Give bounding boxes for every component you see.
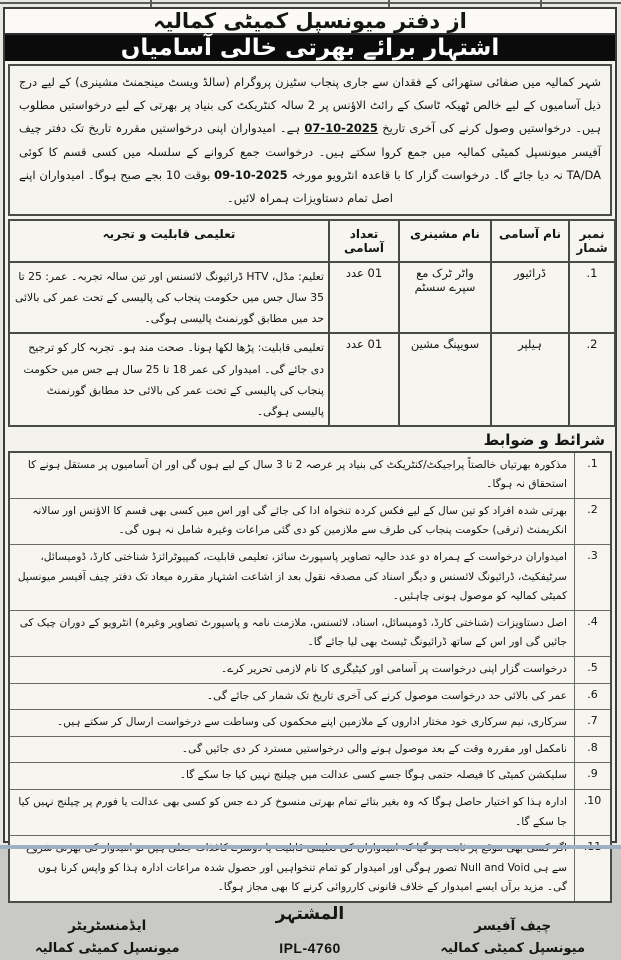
intro-text-2: ہے۔ امیدواران اپنی درخواستیں مقررہ تاریخ تک دفتر چیف آفیسر میونسپل کمیٹی کمالیہ میں جمع کروا سکتے ہیں۔ درخواست جمع کروانے کے سلسلہ میں کسی قسم کا کوئی TA/DA نہ دیا جائے گا۔ درخواست گزار کا با قاعدہ انٹرویو مورخہ: [19, 121, 601, 182]
post-count: 01 عدد: [329, 333, 399, 425]
term-text: درخواست گزار اپنی درخواست پر آسامی اور کیٹیگری کا نام لازمی تحریر کرے۔: [221, 662, 567, 675]
term-row: [10, 657, 610, 684]
term-number: 6.: [574, 684, 610, 710]
term-row: [10, 790, 610, 836]
office-title-box: [5, 9, 615, 35]
term-number: 4.: [574, 611, 610, 656]
term-text: سرکاری، نیم سرکاری خود مختار اداروں کے ملازمین اپنے محکموں کی وساطت سے درخواست ارسال کر سکتے ہیں۔: [56, 716, 567, 729]
vacancies-table: [8, 219, 616, 426]
term-number: 8.: [574, 737, 610, 763]
job-advertisement: [3, 7, 617, 956]
col-machinery-name: نام مشینری: [399, 220, 491, 262]
intro-text-1: شہر کمالیہ میں صفائی ستھرائی کے فقدان سے جاری پنجاب سٹیزن پروگرام (سالڈ ویسٹ مینجمنٹ مشینری) کے لیے درج ذیل آسامیوں کے لیے خالص ٹھیکہ ٹاسک کے رائٹ الاؤنس پر 2 سالہ کنٹریکٹ کی بنیاد پر بھرتی کے لیے درخواستیں مطلوب ہیں۔ درخواستیں وصول کرنے کی آخری تاریخ: [19, 75, 602, 136]
qualification: تعلیمی قابلیت: پڑھا لکھا ہونا۔ صحت مند ہو۔ تجربہ کار کو ترجیح دی جائے گی۔ امیدوار کی عمر 18 تا 25 سال ہے جس میں حکومت پنجاب کی پالیسی کے تحت عمر کی بالائی حد مطابق گورنمنٹ پالیسی ہوگی۔: [9, 333, 329, 425]
signature-org: میونسپل کمیٹی کمالیہ: [440, 940, 585, 956]
term-text: سے ہی Null and Void تصور ہوگی اور امیدوار کو تمام تنخواہیں اور حصول شدہ مراعات ادارہ ہذا کو واپس کرنا ہوں گی۔ مزید برآں ایسے امیدوار کے خلاف قانونی کارروائی کرنے کا بھی مجاز ہوگا۔: [37, 861, 567, 894]
office-title: از دفتر میونسپل کمیٹی کمالیہ: [153, 9, 467, 33]
term-text: عمر کی بالائی حد درخواست موصول کرنے کی آخری تاریخ تک شمار کی جائے گی۔: [206, 689, 567, 702]
last-date-to-apply: 07-10-2025: [304, 121, 378, 136]
post-count: 01 عدد: [329, 262, 399, 333]
term-number: 2.: [574, 499, 610, 544]
term-row: [10, 545, 610, 611]
term-text: نامکمل اور مقررہ وقت کے بعد موصول ہونے والی درخواستیں مسترد کر دی جائیں گی۔: [181, 742, 567, 755]
term-row: [10, 684, 610, 711]
term-row: [10, 737, 610, 764]
scan-edge-line: [0, 2, 621, 4]
banner: [5, 35, 615, 61]
footer-center: [180, 905, 441, 956]
term-text: امیدواران درخواست کے ہمراہ دو عدد حالیہ تصاویر پاسپورٹ سائز، تعلیمی قابلیت، کمپیوٹرائزڈ شناختی کارڈ، ڈومیسائل، سرٹیفکیٹ، ڈرائیونگ لائسنس و دیگر اسناد کی مصدقہ نقول بعد از اشاعت اشتہار مقررہ میعاد تک دفتر چیف آفیسر میونسپل کمیٹی کمالیہ کو موصول ہونی چاہئیں۔: [17, 551, 567, 603]
table-row: [9, 262, 615, 333]
serial-no: 2.: [569, 333, 615, 425]
machinery-name: واٹر ٹرک مع سپرے سسٹم: [399, 262, 491, 333]
scan-edge-tick: [150, 0, 152, 7]
col-qualification: تعلیمی قابلیت و تجربہ: [9, 220, 329, 262]
table-header-row: [9, 220, 615, 262]
term-row: [10, 611, 610, 657]
signature-title: چیف آفیسر: [474, 917, 552, 934]
terms-list: [8, 451, 612, 903]
footer: [5, 903, 615, 960]
term-text: مذکورہ بھرتیاں خالصتاً پراجیکٹ/کنٹریکٹ کی بنیاد پر عرصہ 2 تا 3 سال کے لیے ہوں گی اور ان آسامیوں پر مستقل ہونے کا استحقاق نہ ہوگا۔: [27, 458, 567, 491]
scan-edge-tick: [540, 0, 542, 7]
term-text: ادارہ ہذا کو اختیار حاصل ہوگا کہ وہ بغیر بتائے تمام بھرتی منسوخ کر دے جس کو کسی بھی عدالت یا فورم پر چیلنج نہیں کیا جا سکے گا۔: [18, 795, 567, 828]
term-number: 3.: [574, 545, 610, 610]
col-post-count: تعداد آسامی: [329, 220, 399, 262]
term-row: [10, 763, 610, 790]
chief-officer-signature: [440, 905, 585, 960]
col-serial-no: نمبر شمار: [569, 220, 615, 262]
ipl-code: IPL-4760: [279, 939, 341, 956]
scan-edge-artifact: [0, 0, 621, 7]
term-number: 10.: [574, 790, 610, 835]
serial-no: 1.: [569, 262, 615, 333]
term-text: بھرتی شدہ افراد کو تین سال کے لیے فکس کردہ تنخواہ ادا کی جائے گی اور اس میں کسی بھی قسم کا الاؤنس اور سالانہ انکریمنٹ (ترقی) حکومت پنجاب کی طرف سے ملازمین کو دی گئی مراعات وغیرہ شامل نہ ہوں گی۔: [32, 504, 567, 537]
terms-heading: شرائط و ضوابط: [483, 430, 605, 449]
signature-org: میونسپل کمیٹی کمالیہ: [35, 940, 180, 956]
term-number: 5.: [574, 657, 610, 683]
col-post-name: نام آسامی: [491, 220, 569, 262]
interview-date: 09-10-2025: [214, 167, 288, 182]
term-text: سلیکشن کمیٹی کا فیصلہ حتمی ہوگا جسے کسی عدالت میں چیلنج نہیں کیا جا سکے گا۔: [179, 769, 567, 782]
term-row: [10, 710, 610, 737]
banner-title: اشتہار برائے بھرتی خالی آسامیاں: [120, 35, 500, 61]
signature-title: ایڈمنسٹریٹر: [68, 917, 147, 934]
intro-paragraph: [8, 64, 612, 216]
term-number: 9.: [574, 763, 610, 789]
post-name: ڈرائیور: [491, 262, 569, 333]
term-row: [10, 499, 610, 545]
advertiser-label: المشتہر: [275, 903, 345, 924]
table-row: [9, 333, 615, 425]
administrator-signature: [35, 905, 180, 960]
term-text: اصل دستاویزات (شناختی کارڈ، ڈومیسائل، اسناد، لائسنس، ملازمت نامہ و پاسپورٹ تصاویر وغیرہ) انٹرویو کے دوران چیک کی جائیں گی اور اس کے ساتھ ڈرائیونگ ٹیسٹ بھی لیا جائے گا۔: [19, 616, 567, 649]
qualification: تعلیم: مڈل، HTV ڈرائیونگ لائسنس اور تین سالہ تجربہ۔ عمر: 25 تا 35 سال جس میں حکومت پنجاب کی پالیسی کے تحت عمر کی بالائی حد میں مطابق گورنمنٹ پالیسی ہوگی۔: [9, 262, 329, 333]
machinery-name: سویپنگ مشین: [399, 333, 491, 425]
term-number: 7.: [574, 710, 610, 736]
scan-edge-artifact-bottom: [0, 845, 621, 849]
term-row: [10, 453, 610, 499]
post-name: ہیلپر: [491, 333, 569, 425]
term-number: 1.: [574, 453, 610, 498]
intro-text-3: بوقت 10 بجے صبح ہوگا۔ امیدواران اپنے اصل تمام دستاویزات ہمراہ لائیں۔: [19, 167, 393, 206]
scan-edge-tick: [388, 0, 390, 7]
